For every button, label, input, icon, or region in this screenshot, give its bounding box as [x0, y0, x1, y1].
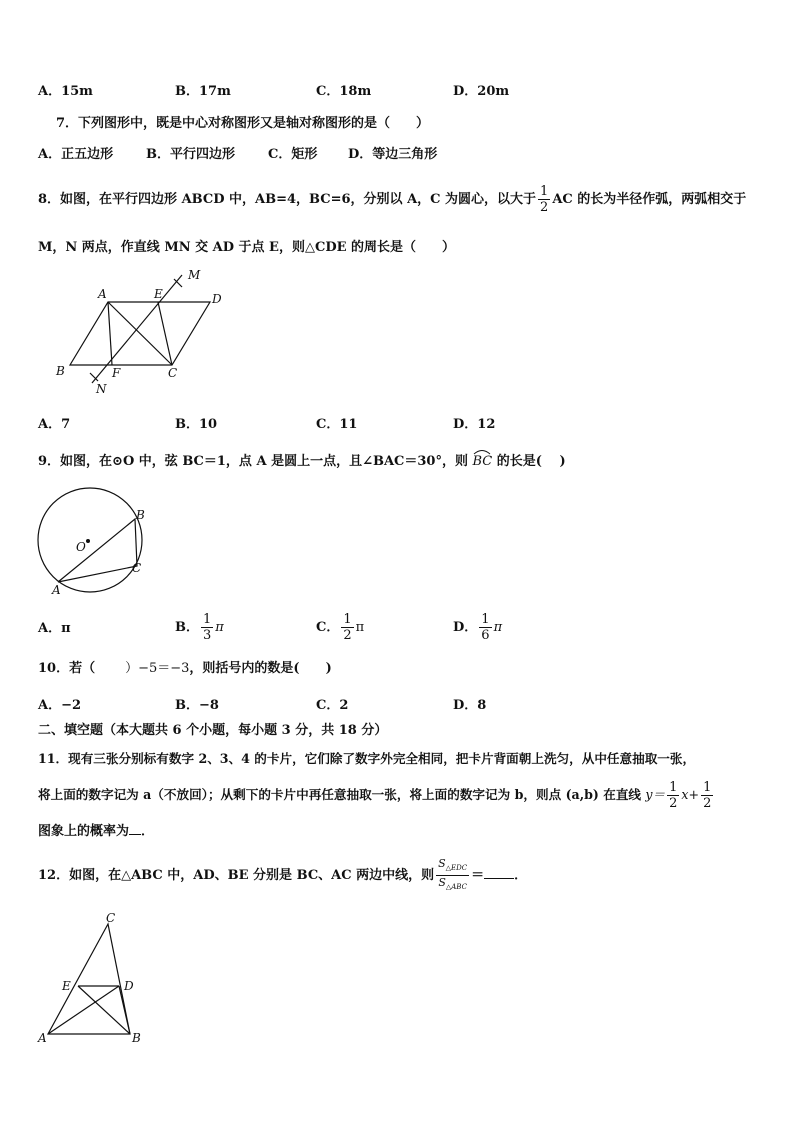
q6-option-a: A．15m [38, 84, 93, 99]
q9-option-d [453, 608, 502, 648]
q8-label-a: A [98, 287, 107, 301]
q11-answer-blank[interactable] [129, 822, 141, 835]
q6-option-b: B．17m [175, 84, 231, 99]
q12-num-s: S [438, 856, 446, 870]
q9-label-c: C [132, 561, 142, 575]
q8-label-f: F [112, 366, 121, 380]
q9-option-d-fraction [479, 612, 491, 643]
q12-label-c: C [106, 911, 116, 925]
q8-frac-num: 1 [540, 184, 549, 199]
q12-label-b: B [132, 1031, 141, 1045]
q12-area-ratio [436, 857, 469, 894]
q8-diagonal-ac [108, 302, 172, 365]
q8-parallelogram-figure [50, 265, 230, 400]
q8-option-b: B．10 [175, 417, 218, 432]
q11-line2-text: 将上面的数字记为 a（不放回）；从剩下的卡片中再任意抽取一张，将上面的数字记为 b，则点 (a,b) 在直线 [38, 787, 642, 802]
q6-option-d: D．20m [453, 84, 510, 99]
q12-triangle-abc [48, 924, 130, 1034]
q9-arc-symbol-icon [473, 449, 491, 455]
q10-expression: ）−5＝−3 [125, 661, 190, 676]
q8-label-b: B [56, 364, 65, 378]
q11-y-equals: y＝ [645, 787, 666, 802]
q10-option-c: C．2 [316, 698, 349, 713]
q9-option-b-prefix: B． [175, 620, 199, 635]
q8-label-m: M [188, 268, 201, 282]
q9-arc-bc [473, 453, 493, 471]
q8-segment-af [108, 302, 112, 365]
q8-label-c: C [168, 366, 178, 380]
q9-label-b: B [136, 508, 145, 522]
q9-label-o: O [76, 540, 86, 554]
q12-stem-part1: 12．如图，在△ABC 中，AD、BE 分别是 BC、AC 两边中线，则 [38, 868, 435, 883]
q8-option-a: A．7 [38, 417, 71, 432]
q12-median-ad [48, 986, 119, 1034]
q9-circle-o [38, 488, 142, 592]
q10-option-d: D．8 [453, 698, 487, 713]
q6-option-c: C．18m [316, 84, 372, 99]
q11-fraction-2 [701, 780, 713, 811]
q7-option-d: D．等边三角形 [348, 147, 438, 162]
q11-f1-den: 2 [669, 796, 678, 811]
q12-den-sub: △ABC [445, 883, 467, 892]
section-2-heading: 二、填空题（本大题共 6 个小题，每小题 3 分，共 18 分） [38, 723, 388, 738]
q10-stem-part1: 10．若（ [38, 661, 96, 676]
q11-f1-num: 1 [669, 780, 678, 795]
q11-line3-text: 图象上的概率为 [38, 824, 130, 839]
q8-stem-part2: AC 的长为半径作弧，两弧相交于 [552, 192, 747, 207]
q9-circle-figure [32, 486, 157, 598]
q9-b-pi: π [215, 620, 224, 635]
q9-option-b-fraction [201, 612, 213, 643]
q8-segment-ec [158, 302, 172, 365]
q12-answer-blank[interactable] [484, 866, 514, 879]
q12-label-a: A [38, 1031, 47, 1045]
q9-c-num: 1 [343, 612, 352, 627]
q10-stem [38, 660, 332, 678]
q12-label-e: E [62, 979, 71, 993]
q9-b-den: 3 [203, 628, 212, 643]
q9-c-den: 2 [343, 628, 352, 643]
q12-triangle-figure [36, 910, 146, 1046]
q7-option-a: A．正五边形 [38, 147, 114, 162]
q9-option-c [316, 608, 364, 648]
q8-option-d: D．12 [453, 417, 496, 432]
q9-option-c-prefix: C． [316, 620, 340, 635]
q11-line3-end: ． [141, 824, 155, 839]
q10-option-b: B．−8 [175, 698, 219, 713]
q9-stem-part2: 的长是( ) [496, 454, 566, 469]
q12-num-sub: △EDC [445, 864, 468, 872]
q7-option-b: B．平行四边形 [146, 147, 235, 162]
q9-arc-label: BC [472, 454, 493, 469]
q8-fraction-half [538, 184, 550, 215]
q11-line2 [38, 775, 715, 815]
q9-stem [38, 453, 566, 471]
q7-stem: 7．下列图形中，既是中心对称图形又是轴对称图形的是（ ） [56, 116, 430, 131]
q9-d-num: 1 [481, 612, 490, 627]
q9-triangle-abc [58, 519, 137, 582]
q9-b-num: 1 [203, 612, 212, 627]
q10-option-a: A．−2 [38, 698, 82, 713]
q8-label-d: D [212, 292, 222, 306]
q7-option-c: C．矩形 [268, 147, 318, 162]
q9-c-pi: π [355, 620, 365, 635]
q12-ratio-num [436, 857, 469, 876]
q12-den-s: S [438, 876, 446, 889]
q11-f2-num: 1 [703, 780, 712, 795]
q8-label-e: E [154, 287, 163, 301]
q9-option-c-fraction [341, 612, 353, 643]
q12-segment-db [119, 986, 130, 1034]
q12-equals: ＝ [471, 868, 485, 883]
q8-label-n: N [96, 382, 107, 396]
q12-stem [38, 855, 527, 897]
q11-f2-den: 2 [703, 796, 712, 811]
q12-label-d: D [124, 979, 134, 993]
q9-stem-part1: 9．如图，在⊙O 中，弦 BC＝1，点 A 是圆上一点，且∠BAC＝30°，则 [38, 454, 468, 469]
q12-stem-end: ． [514, 868, 528, 883]
q8-stem-line1 [38, 183, 746, 217]
q12-ratio-den [436, 876, 469, 894]
q8-stem-part1: 8．如图，在平行四边形 ABCD 中，AB=4，BC=6，分别以 A，C 为圆心，以大于 [38, 192, 537, 207]
q8-frac-den: 2 [540, 200, 549, 215]
q9-center-dot [86, 539, 90, 543]
q9-d-den: 6 [481, 628, 490, 643]
q10-stem-part2: ，则括号内的数是( ) [189, 661, 332, 676]
q11-line1: 11．现有三张分别标有数字 2、3、4 的卡片，它们除了数字外完全相同，把卡片背面朝上洗匀，从中任意抽取一张， [38, 751, 696, 766]
q9-label-a: A [52, 583, 61, 597]
q11-fraction-1 [667, 780, 679, 811]
q9-option-d-prefix: D． [453, 620, 478, 635]
q11-x-plus: x+ [681, 787, 700, 802]
q11-line3 [38, 822, 154, 841]
q8-stem-line2: M，N 两点，作直线 MN 交 AD 于点 E，则△CDE 的周长是（ ） [38, 240, 456, 255]
q8-option-c: C．11 [316, 417, 358, 432]
q9-option-a: A．π [38, 621, 71, 636]
q9-option-b [175, 608, 224, 648]
q9-d-pi: π [493, 620, 503, 635]
